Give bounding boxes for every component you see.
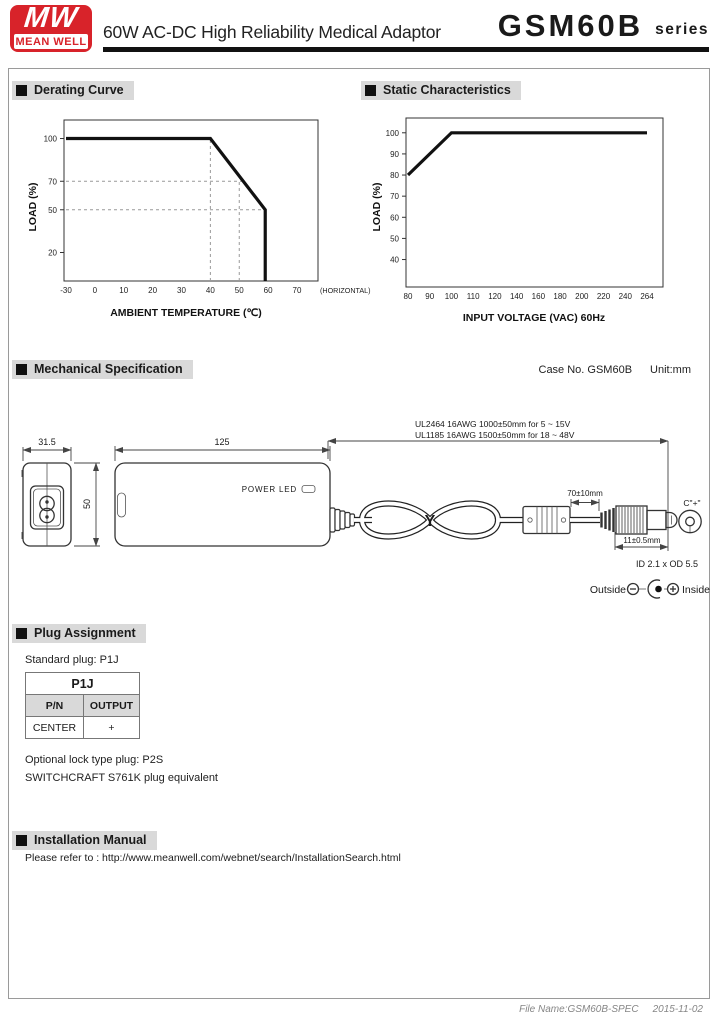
section-heading-derating-label: Derating Curve [34,83,124,97]
black-square-icon [365,85,376,96]
svg-text:70: 70 [292,286,302,295]
meanwell-logo [10,2,92,52]
svg-text:100: 100 [385,128,399,138]
cell-polarity: + [84,717,140,739]
series-title [498,10,709,41]
cell-center: CENTER [26,717,84,739]
svg-text:AMBIENT TEMPERATURE (℃): AMBIENT TEMPERATURE (℃) [110,307,262,319]
svg-text:80: 80 [390,171,399,181]
svg-text:220: 220 [596,292,611,301]
power-led-indicator [302,486,315,493]
svg-text:LOAD (%): LOAD (%) [27,182,39,232]
plug-table-title-row [26,673,140,695]
svg-text:(HORIZONTAL): (HORIZONTAL) [320,286,371,295]
black-square-icon [16,85,27,96]
dim-height-label: 50 [82,498,92,510]
svg-text:10: 10 [119,286,129,295]
mechanical-drawing [0,400,717,615]
dimension-width [23,437,71,461]
logo-band [14,34,88,49]
plug-table-data-row [26,717,140,739]
install-url-link[interactable]: http://www.meanwell.com/webnet/search/InstallationSearch.html [102,852,401,864]
title-rule [103,47,709,52]
svg-text:30: 30 [177,286,186,295]
footer [519,1004,703,1015]
case-note [539,364,692,376]
svg-text:50: 50 [234,286,244,295]
chart-derating-curve [0,105,371,337]
svg-text:264: 264 [640,292,654,301]
adapter-end-view [22,463,71,546]
unit-note: Unit:mm [650,364,691,376]
dimension-cable-length [328,419,668,551]
dimension-11mm [615,532,668,550]
adapter-top-view [115,463,330,546]
install-refer-line [25,852,401,864]
plug-table [25,672,140,739]
section-heading-install [12,831,157,850]
tip-polarity-label: C"+" [683,498,701,508]
col-header-output: OUTPUT [84,695,140,717]
svg-text:70: 70 [390,192,399,202]
series-suffix: series [655,21,709,38]
section-heading-plug-label: Plug Assignment [34,626,136,640]
svg-text:80: 80 [403,292,413,301]
black-square-icon [16,628,27,639]
plug-end-view [679,498,701,533]
footer-file-name: File Name:GSM60B-SPEC [519,1004,639,1015]
svg-text:140: 140 [509,292,524,301]
svg-text:LOAD (%): LOAD (%) [371,182,383,232]
black-square-icon [16,835,27,846]
black-square-icon [16,364,27,375]
svg-text:90: 90 [425,292,435,301]
case-number: Case No. GSM60B [538,364,633,376]
plug-barrel [647,511,666,530]
logo-brand-text: MEAN WELL [15,35,87,48]
dim-11mm-label: 11±0.5mm [623,536,661,545]
section-heading-mechanical-label: Mechanical Specification [34,362,183,376]
svg-text:50: 50 [48,205,57,215]
dimension-height [74,463,100,546]
dim-70mm-label: 70±10mm [567,489,603,498]
plug-size-note: ID 2.1 x OD 5.5 [635,559,698,569]
svg-text:70: 70 [48,177,57,187]
section-heading-static [361,81,521,100]
standard-plug-note: Standard plug: P1J [25,654,119,666]
outside-label: Outside [589,584,626,596]
power-led-label: POWER LED [241,485,297,494]
footer-date: 2015-11-02 [652,1004,703,1015]
svg-text:40: 40 [390,255,399,265]
ferrite-bead [523,507,570,534]
svg-text:90: 90 [390,149,399,159]
section-heading-plug [12,624,146,643]
dim-width-label: 31.5 [38,437,56,447]
svg-text:160: 160 [531,292,546,301]
dim-length-label: 125 [214,437,230,447]
svg-text:20: 20 [148,286,158,295]
dimension-length [115,437,330,461]
svg-text:240: 240 [618,292,632,301]
install-prefix: Please refer to : [25,852,103,864]
svg-text:0: 0 [92,286,98,295]
col-header-pn: P/N [26,695,84,717]
svg-text:120: 120 [488,292,502,301]
svg-text:110: 110 [466,292,480,301]
plug-table-title: P1J [26,673,140,695]
inside-label: Inside [682,584,711,596]
svg-text:20: 20 [48,248,57,258]
svg-text:50: 50 [390,234,399,244]
strain-relief [330,508,355,532]
page-title: 60W AC-DC High Reliability Medical Adaptor [103,22,441,42]
section-heading-derating [12,81,134,100]
plug-table-header-row [26,695,140,717]
svg-text:180: 180 [553,292,567,301]
section-heading-mechanical [12,360,193,379]
center-contact-icon [655,586,662,593]
polarity-diagram [590,580,710,598]
svg-text:100: 100 [444,292,459,301]
svg-text:-30: -30 [60,286,72,295]
svg-text:60: 60 [390,213,399,223]
logo-mw-monogram: MW [22,2,80,34]
cable-marker-y: Y [424,513,436,530]
series-name: GSM60B [497,8,644,43]
svg-text:100: 100 [43,134,57,144]
svg-text:200: 200 [575,292,589,301]
wire-note-1: UL2464 16AWG 1000±50mm for 5 ~ 15V [415,419,571,429]
section-heading-static-label: Static Characteristics [383,83,511,97]
wire-note-2: UL1185 16AWG 1500±50mm for 18 ~ 48V [415,430,575,440]
equivalent-plug-note: SWITCHCRAFT S761K plug equivalent [25,772,218,784]
svg-text:40: 40 [205,286,215,295]
section-heading-install-label: Installation Manual [34,833,147,847]
dimension-70mm [567,489,603,511]
dc-plug [602,506,678,534]
svg-text:INPUT VOLTAGE (VAC) 60Hz: INPUT VOLTAGE (VAC) 60Hz [462,312,606,324]
optional-plug-note: Optional lock type plug: P2S [25,754,164,766]
svg-text:60: 60 [263,286,273,295]
chart-static-characteristics [352,105,717,337]
output-cable [354,504,523,537]
